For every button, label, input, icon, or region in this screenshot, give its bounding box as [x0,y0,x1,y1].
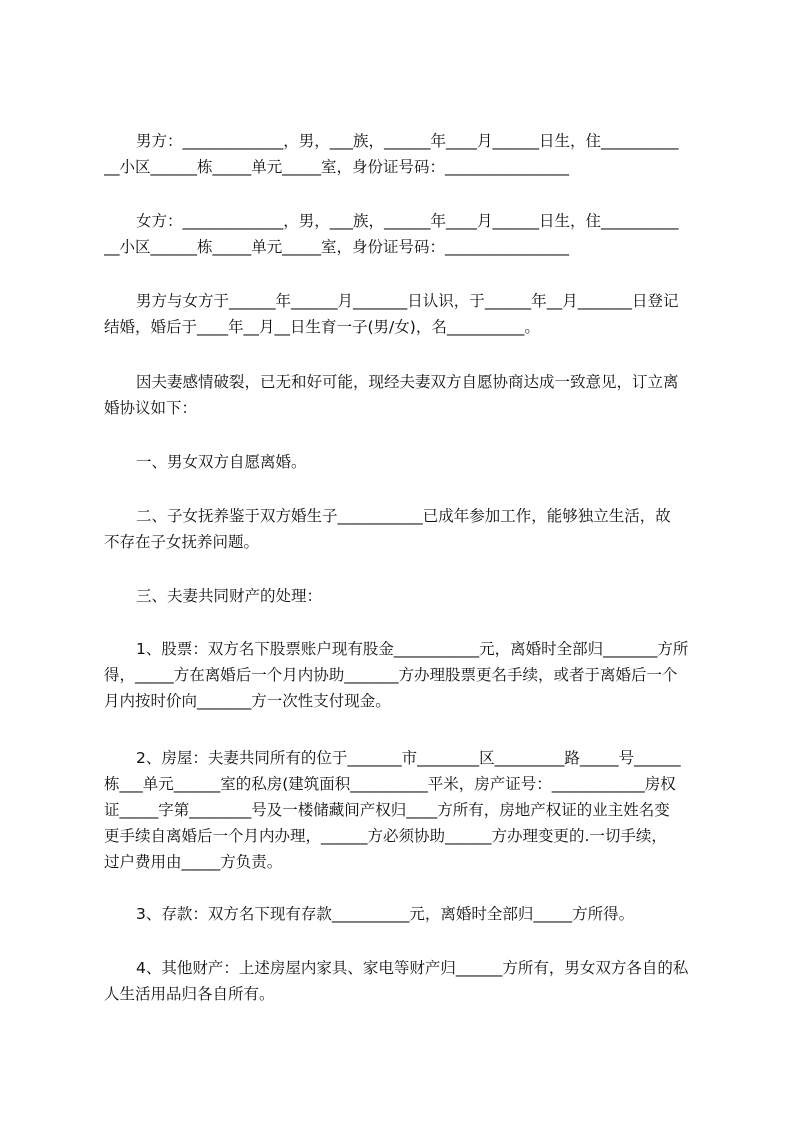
paragraph-line: 女方：_____________，男，___族，______年____月______日生，住__________ [136,212,679,230]
paragraph-line: 男方：_____________，男，___族，______年____月______日生，住__________ [136,132,679,150]
clause-one [104,449,704,475]
paragraph-line: 3、存款：双方名下现有存款__________元，离婚时全部归_____方所得。 [136,905,635,923]
paragraph-line: 一、男女双方自愿离婚。 [136,453,307,471]
paragraph-line: 更手续自离婚后一个月内办理，______方必须协助______方办理变更的.一切手续， [104,827,667,845]
paragraph-line: 男方与女方于______年______月_______日认识，于______年__月_______日登记 [136,292,679,310]
paragraph-line: 三、夫妻共同财产的处理： [136,587,323,605]
male-party-paragraph [104,128,704,180]
paragraph-line: 1、股票：双方名下股票账户现有股金___________元，离婚时全部归_______方所 [136,640,689,658]
paragraph-line: 证_____字第________号及一楼储藏间产权归____方所有，房地产权证的业主姓名变 [104,801,670,819]
paragraph-line: 人生活用品归各自所有。 [104,985,275,1003]
clause-three-heading [104,583,704,609]
paragraph-line: 婚协议如下： [104,399,198,417]
paragraph-line: 得，_____方在离婚后一个月内协助_______方办理股票更名手续，或者于离婚后一个 [104,666,678,684]
paragraph-line: 二、子女抚养鉴于双方婚生子___________已成年参加工作，能够独立生活，故 [136,507,671,525]
clause-two [104,503,704,555]
other-property-clause [104,955,704,1007]
female-party-paragraph [104,208,704,260]
house-clause [104,745,704,875]
paragraph-line: 4、其他财产：上述房屋内家具、家电等财产归______方所有，男女双方各自的私 [136,959,689,977]
divorce-reason-paragraph [104,369,704,421]
paragraph-line: 过户费用由_____方负责。 [104,853,283,871]
deposit-clause [104,901,704,927]
paragraph-line: 月内按时价向_______方一次性支付现金。 [104,692,391,710]
paragraph-line: 2、房屋：夫妻共同所有的位于_______市________区_________路_____号______ [136,749,681,767]
paragraph-line: __小区______栋_____单元_____室，身份证号码：________________ [104,238,570,256]
paragraph-line: 不存在子女抚养问题。 [104,533,260,551]
paragraph-line: 结婚，婚后于____年__月__日生育一子(男/女)，名__________。 [104,318,540,336]
paragraph-line: __小区______栋_____单元_____室，身份证号码：________________ [104,158,570,176]
marriage-history-paragraph [104,288,704,340]
paragraph-line: 因夫妻感情破裂，已无和好可能，现经夫妻双方自愿协商达成一致意见，订立离 [136,373,679,391]
paragraph-line: 栋___单元______室的私房(建筑面积__________平米，房产证号：____________房权 [104,775,676,793]
stocks-clause [104,636,704,714]
